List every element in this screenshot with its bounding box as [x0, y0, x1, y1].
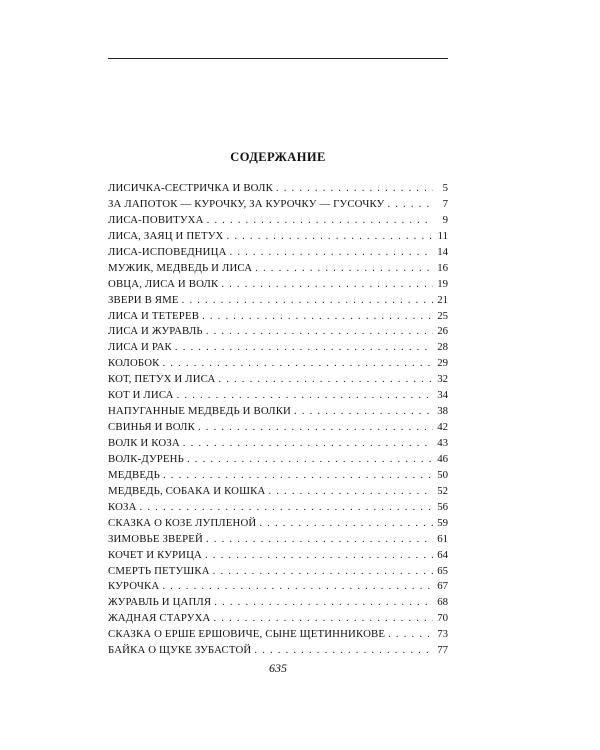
- page-number: 635: [269, 661, 287, 675]
- toc-entry-page: 61: [437, 532, 448, 545]
- toc-entry: [108, 611, 448, 627]
- toc-entry-title: ЛИСА, ЗАЯЦ И ПЕТУХ: [108, 229, 224, 242]
- table-of-contents: [108, 181, 448, 659]
- toc-entry-page: 25: [437, 309, 448, 322]
- toc-entry-title: ВОЛК И КОЗА: [108, 437, 180, 449]
- toc-entry-title: ЖУРАВЛЬ И ЦАПЛЯ: [108, 596, 212, 609]
- toc-dot-leader: [221, 277, 433, 293]
- toc-entry: [108, 229, 448, 245]
- toc-dot-leader: [218, 372, 433, 388]
- toc-entry-title: ЗИМОВЬЕ ЗВЕРЕЙ: [108, 532, 204, 545]
- toc-entry-title: ЛИСА И ТЕТЕРЕВ: [108, 309, 200, 322]
- toc-entry-title: СКАЗКА О КОЗЕ ЛУПЛЕНОЙ: [108, 516, 257, 529]
- toc-entry-title: СМЕРТЬ ПЕТУШКА: [108, 564, 210, 577]
- toc-dot-leader: [276, 181, 433, 197]
- toc-entry-page: 67: [437, 580, 448, 593]
- toc-dot-leader: [140, 500, 433, 516]
- toc-entry: [108, 356, 448, 372]
- toc-entry-title: ВОЛК-ДУРЕНЬ: [108, 452, 184, 465]
- toc-entry-title: КОЗА: [108, 500, 137, 513]
- toc-entry: [108, 213, 448, 229]
- toc-entry: [108, 452, 448, 468]
- toc-entry-page: 50: [437, 468, 448, 481]
- toc-dot-leader: [227, 229, 433, 245]
- toc-entry-title: КУРОЧКА: [108, 580, 160, 593]
- toc-entry-title: КОЧЕТ И КУРИЦА: [108, 548, 202, 561]
- toc-entry-page: 42: [437, 421, 448, 434]
- toc-entry: [108, 484, 448, 500]
- toc-entry-page: 56: [437, 500, 448, 513]
- toc-entry-page: 16: [437, 261, 448, 274]
- toc-entry: [108, 595, 448, 611]
- toc-entry-title: ЛИСА И РАК: [108, 341, 172, 354]
- toc-entry-page: 28: [437, 341, 448, 354]
- toc-entry: [108, 277, 448, 293]
- toc-entry-page: 43: [437, 437, 448, 449]
- toc-dot-leader: [206, 324, 433, 340]
- toc-entry-page: 26: [437, 325, 448, 338]
- toc-dot-leader: [187, 452, 433, 468]
- toc-dot-leader: [213, 611, 433, 627]
- toc-entry: [108, 627, 448, 643]
- toc-entry-title: ЛИСА И ЖУРАВЛЬ: [108, 325, 203, 338]
- toc-dot-leader: [182, 293, 433, 309]
- toc-entry: [108, 388, 448, 404]
- toc-dot-leader: [163, 356, 434, 372]
- toc-dot-leader: [177, 388, 433, 404]
- toc-entry-title: ЛИСА-ПОВИТУХА: [108, 213, 204, 226]
- toc-entry: [108, 643, 448, 659]
- toc-dot-leader: [202, 309, 433, 325]
- toc-entry: [108, 245, 448, 261]
- toc-entry-page: 5: [442, 182, 448, 194]
- toc-entry: [108, 309, 448, 325]
- toc-entry-title: МУЖИК, МЕДВЕДЬ И ЛИСА: [108, 261, 253, 274]
- toc-entry-page: 46: [437, 452, 448, 465]
- toc-entry-title: КОТ И ЛИСА: [108, 389, 174, 402]
- toc-dot-leader: [213, 564, 433, 580]
- toc-entry-title: КОЛОБОК: [108, 357, 160, 370]
- toc-entry-page: 29: [437, 357, 448, 370]
- toc-dot-leader: [163, 468, 433, 484]
- toc-entry-title: ЛИСА-ИСПОВЕДНИЦА: [108, 245, 227, 258]
- toc-dot-leader: [206, 532, 433, 548]
- toc-entry-page: 68: [437, 596, 448, 609]
- toc-entry-title: ОВЦА, ЛИСА И ВОЛК: [108, 277, 219, 290]
- toc-entry: [108, 500, 448, 516]
- toc-dot-leader: [183, 436, 433, 452]
- toc-dot-leader: [198, 420, 433, 436]
- toc-entry-title: НАПУГАННЫЕ МЕДВЕДЬ И ВОЛКИ: [108, 405, 292, 418]
- toc-entry-title: КОТ, ПЕТУХ И ЛИСА: [108, 373, 216, 386]
- toc-dot-leader: [255, 261, 433, 277]
- toc-dot-leader: [205, 548, 433, 564]
- toc-entry: [108, 548, 448, 564]
- toc-entry-page: 59: [437, 516, 448, 529]
- toc-entry: [108, 324, 448, 340]
- toc-entry-page: 77: [437, 644, 448, 657]
- toc-entry-page: 52: [437, 484, 448, 497]
- toc-entry-page: 70: [437, 612, 448, 625]
- toc-entry-page: 21: [437, 293, 448, 306]
- toc-entry-title: ЗВЕРИ В ЯМЕ: [108, 293, 179, 306]
- toc-dot-leader: [214, 595, 433, 611]
- toc-entry: [108, 197, 448, 213]
- toc-entry-title: МЕДВЕДЬ: [108, 468, 160, 481]
- toc-entry: [108, 404, 448, 420]
- toc-dot-leader: [162, 579, 433, 595]
- toc-heading: СОДЕРЖАНИЕ: [230, 150, 326, 164]
- toc-dot-leader: [388, 627, 433, 643]
- toc-dot-leader: [294, 404, 433, 420]
- toc-entry-page: 65: [437, 564, 448, 577]
- toc-entry-page: 73: [437, 628, 448, 641]
- toc-entry-page: 32: [437, 373, 448, 386]
- toc-entry: [108, 468, 448, 484]
- toc-entry-title: СКАЗКА О ЕРШЕ ЕРШОВИЧЕ, СЫНЕ ЩЕТИННИКОВЕ: [108, 628, 386, 641]
- toc-entry: [108, 181, 448, 197]
- toc-entry-page: 38: [437, 405, 448, 418]
- toc-entry-page: 34: [437, 389, 448, 402]
- toc-entry: [108, 372, 448, 388]
- toc-entry-page: 64: [437, 548, 448, 561]
- top-rule: [108, 58, 448, 59]
- toc-dot-leader: [207, 213, 433, 229]
- toc-entry-title: ЗА ЛАПОТОК — КУРОЧКУ, ЗА КУРОЧКУ — ГУСОЧКУ: [108, 197, 385, 210]
- toc-entry-title: ЖАДНАЯ СТАРУХА: [108, 612, 211, 625]
- toc-entry: [108, 436, 448, 452]
- toc-entry-title: МЕДВЕДЬ, СОБАКА И КОШКА: [108, 484, 266, 497]
- toc-entry-title: СВИНЬЯ И ВОЛК: [108, 421, 195, 434]
- toc-entry-page: 11: [437, 229, 448, 242]
- toc-dot-leader: [387, 197, 433, 213]
- toc-dot-leader: [230, 245, 433, 261]
- toc-entry: [108, 579, 448, 595]
- toc-entry: [108, 261, 448, 277]
- toc-entry-title: БАЙКА О ЩУКЕ ЗУБАСТОЙ: [108, 644, 252, 657]
- toc-entry-page: 9: [442, 213, 448, 226]
- toc-entry-page: 7: [442, 197, 448, 210]
- toc-dot-leader: [254, 643, 433, 659]
- toc-entry-page: 14: [437, 245, 448, 258]
- toc-entry: [108, 420, 448, 436]
- toc-entry: [108, 516, 448, 532]
- toc-entry: [108, 564, 448, 580]
- toc-entry-page: 19: [437, 277, 448, 290]
- toc-dot-leader: [268, 484, 433, 500]
- toc-entry: [108, 340, 448, 356]
- toc-entry: [108, 532, 448, 548]
- toc-entry-title: ЛИСИЧКА-СЕСТРИЧКА И ВОЛК: [108, 182, 273, 194]
- toc-dot-leader: [259, 516, 433, 532]
- toc-entry: [108, 293, 448, 309]
- toc-dot-leader: [175, 340, 433, 356]
